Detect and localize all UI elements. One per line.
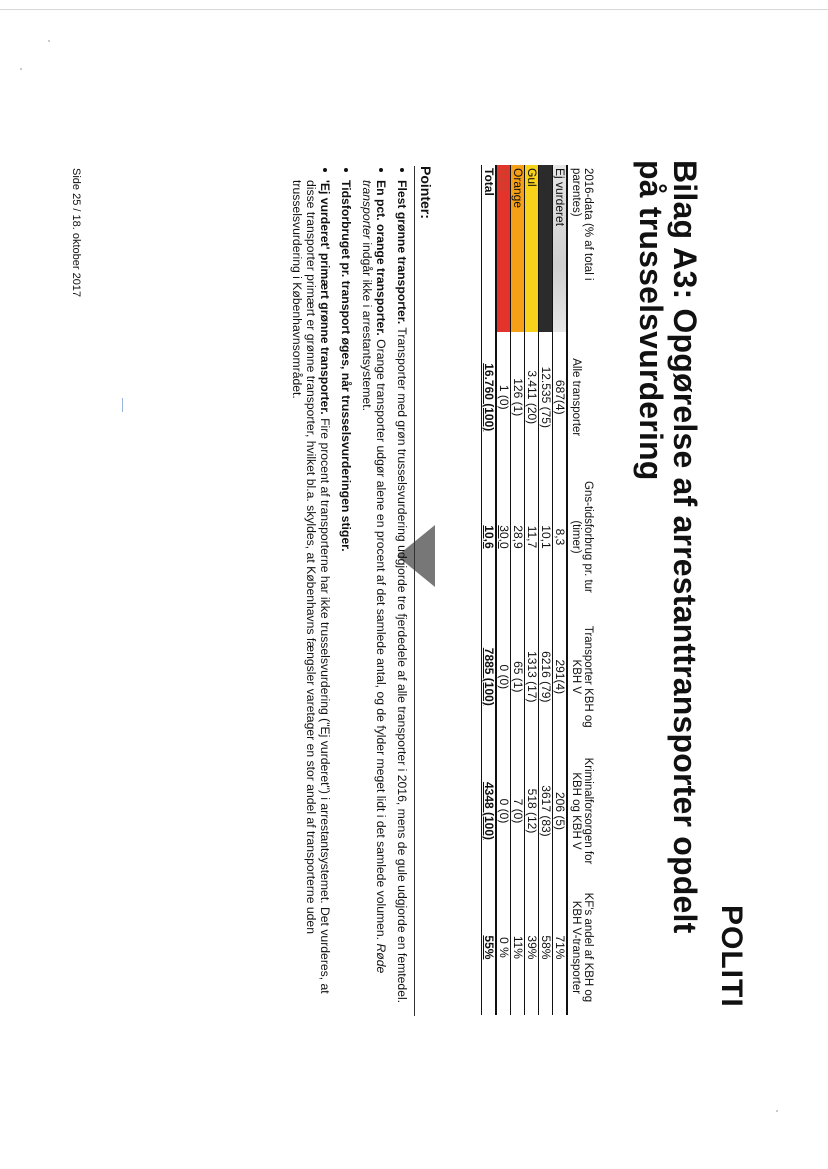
table-cell: 12.535 (75)	[539, 332, 553, 462]
pointers-list	[283, 168, 409, 1018]
table-cell: 7 (0)	[511, 742, 525, 880]
table-cell: 6216 (79)	[539, 611, 553, 742]
table-cell: 0 (0)	[497, 664, 511, 690]
row-label-orange: Orange	[511, 165, 525, 332]
table-cell: 71%	[553, 880, 568, 1015]
page-footer: Side 25 / 18. oktober 2017	[70, 168, 82, 298]
table-cell: 7885 (100)	[482, 611, 497, 742]
table-cell: 3.411 (20)	[525, 332, 539, 462]
table-row	[525, 165, 539, 1015]
page-title	[634, 160, 702, 1060]
table-header-row	[567, 165, 596, 1015]
bullet-text: indgår ikke i arrestantsystemet.	[360, 238, 374, 411]
row-label-ej-vurderet: Ej vurderet	[553, 165, 568, 332]
table-cell: 55%	[482, 880, 497, 1015]
header-avg-time: Gns-tidsforbrug pr. tur (timer)	[567, 463, 596, 612]
table-cell: 0 %	[497, 937, 511, 958]
divider	[414, 166, 415, 1016]
table-cell: 10,6	[482, 463, 497, 612]
table-cell: 126 (1)	[511, 332, 525, 462]
header-kf-share: KF's andel af KBH og KBH V-transporter	[567, 880, 596, 1015]
table-cell: 291(4)	[553, 611, 568, 742]
pointers-heading: Pointer:	[418, 166, 434, 219]
table-cell: 11%	[511, 880, 525, 1015]
bullet-lead: En pct. orange transporter.	[374, 180, 388, 336]
title-line-2: på trusselsvurdering	[633, 160, 669, 481]
table-total-row	[482, 165, 497, 1015]
politi-logo: POLITI	[715, 905, 748, 1008]
table-cell: 4348 (100)	[482, 742, 497, 880]
table-cell: 65 (1)	[511, 611, 525, 742]
bullet-icon	[323, 168, 327, 172]
table-cell: 10,1	[539, 463, 553, 612]
bullet-text: Fire procent af transporterne har ikke trusselsvurdering ("Ej vurderet") i arrestantsystemet. Det vurderes, at disse transporter primært er grønne transporter, hvilket bl.a. skyldes, at Københavns fængsler varetager en stor andel af transporterne uden trusselsvurdering i Københavnsområdet.	[290, 180, 332, 994]
table-cell: 3617 (83)	[539, 742, 553, 880]
data-table	[481, 165, 596, 1015]
table-row	[511, 165, 525, 1015]
table-row	[539, 165, 553, 1015]
table-cell: 206 (5)	[553, 742, 568, 880]
header-category: 2016-data (% af total i parentes)	[567, 165, 596, 332]
table-cell: 30,0	[497, 525, 511, 549]
table-cell: 518 (12)	[525, 742, 539, 880]
row-label-gul: Gul	[525, 165, 539, 332]
bullet-italic: Røde transporter	[360, 180, 388, 974]
row-label-gron: Grøn	[539, 165, 553, 332]
list-item	[360, 168, 388, 1018]
title-line-1: Bilag A3: Opgørelse af arrestanttransporter opdelt	[667, 160, 703, 934]
list-item	[290, 168, 332, 1018]
header-kbh-transports: Transporter KBH og KBH V	[567, 611, 596, 742]
bullet-lead: 'Ej vurderet' primært grønne transporter.	[318, 180, 332, 415]
list-item	[395, 168, 409, 1018]
table-row	[496, 165, 511, 1015]
table-cell: 8,3	[553, 463, 568, 612]
table-cell: 58%	[539, 880, 553, 1015]
bullet-text: Transporter med grøn trusselsvurdering udgjorde tre fjerdedele af alle transporter i 2016, mens de gule udgjorde en femtedel.	[395, 324, 409, 1004]
table-cell: 28,9	[511, 463, 525, 612]
table-row	[553, 165, 568, 1015]
bullet-icon	[400, 168, 404, 172]
bullet-lead: Flest grønne transporter.	[395, 180, 409, 325]
bullet-lead: Tidsforbruget pr. transport øges, når trusselsvurderingen stiger.	[339, 180, 353, 552]
row-label-rod: Rød	[496, 165, 511, 332]
bullet-text: Orange transporter udgør alene en procent af det samlede antal, og de fylder meget lidt i det samlede volumen.	[374, 335, 388, 944]
bullet-icon	[379, 168, 383, 172]
table-cell: 16.760 (100)	[482, 332, 497, 462]
total-label: Total	[482, 165, 497, 332]
scan-mark	[122, 398, 123, 412]
table-cell: 1 (0)	[497, 384, 511, 410]
table-cell: 0 (0)	[497, 798, 511, 824]
bullet-icon	[344, 168, 348, 172]
table-cell: 11,7	[525, 463, 539, 612]
header-kf-transports: Kriminalforsorgen for KBH og KBH V	[567, 742, 596, 880]
table-cell: 1313 (17)	[525, 611, 539, 742]
list-item	[339, 168, 353, 1018]
table-cell: 687(4)	[553, 332, 568, 462]
table-cell: 39%	[525, 880, 539, 1015]
header-all-transports: Alle transporter	[567, 332, 596, 462]
